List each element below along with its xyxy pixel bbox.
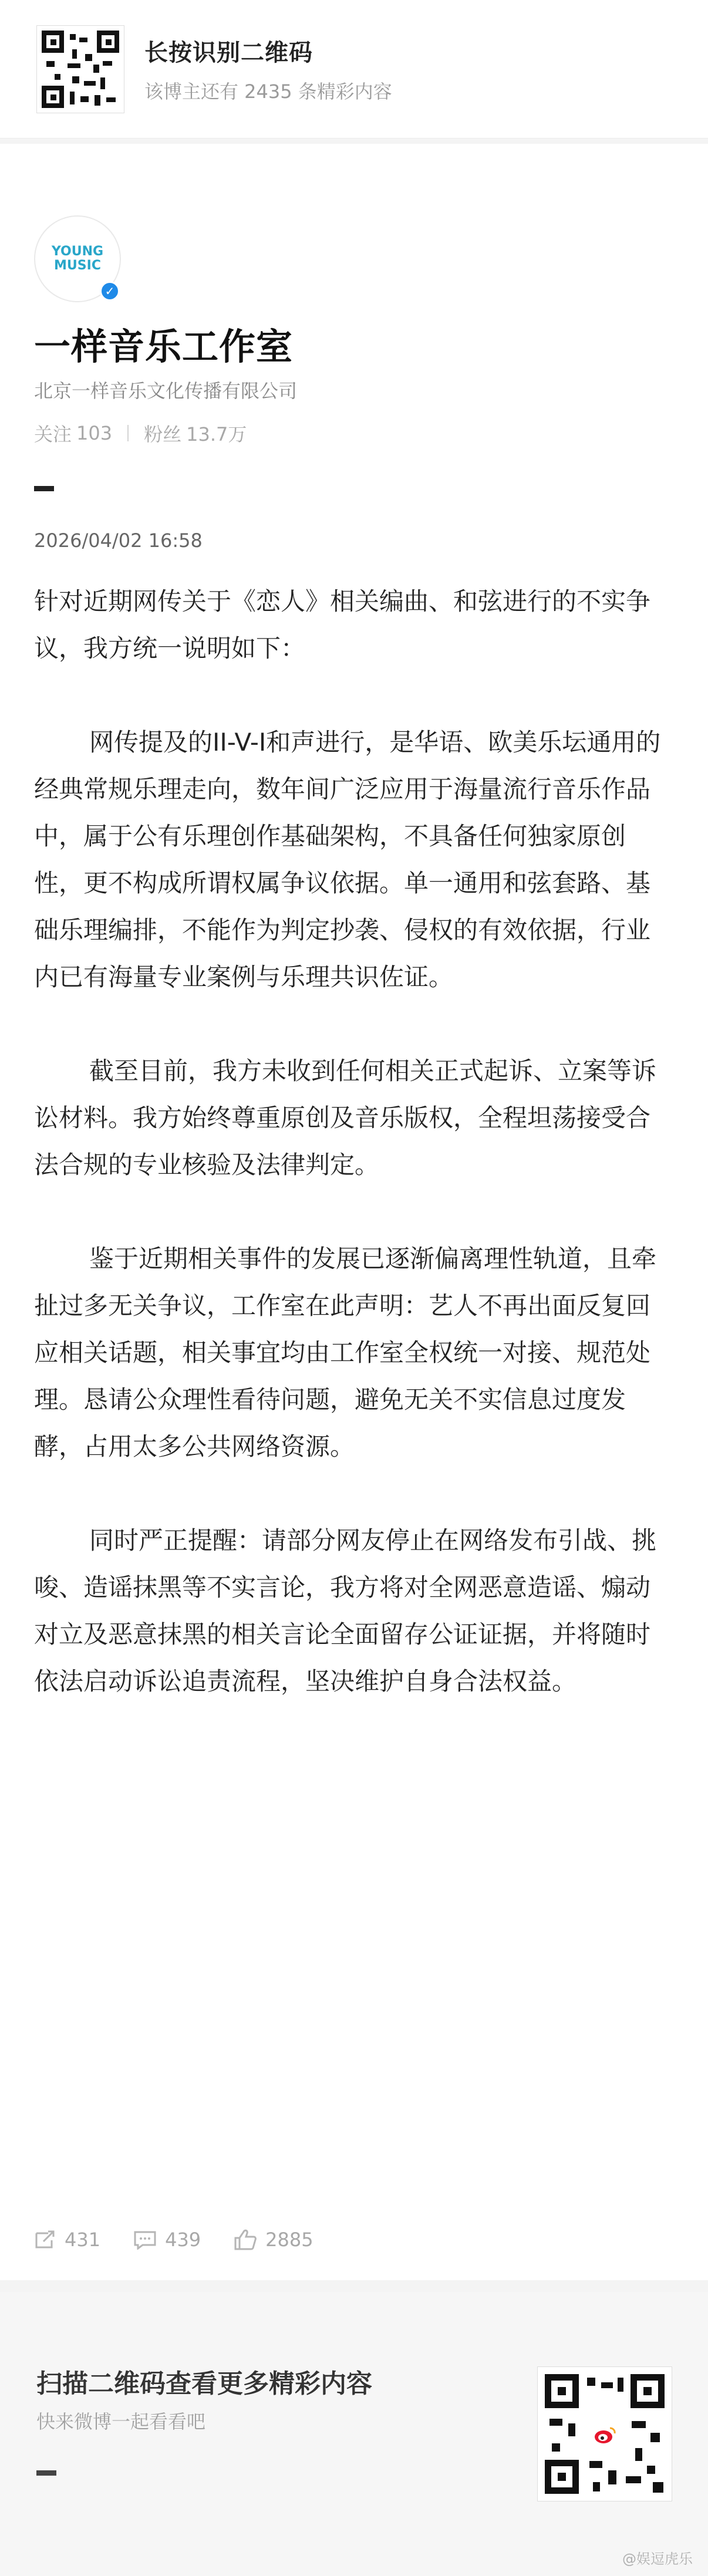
follow-label: 关注 <box>34 423 72 445</box>
like-count: 2885 <box>265 2229 313 2251</box>
account-name[interactable]: 一样音乐工作室 <box>34 325 294 368</box>
account-company: 北京一样音乐文化传播有限公司 <box>34 380 298 402</box>
qr-code-small[interactable] <box>36 25 124 113</box>
post-paragraph: 鉴于近期相关事件的发展已逐渐偏离理性轨道，且牵扯过多无关争议，工作室在此声明：艺人不再出面反复回应相关话题，相关事宜均由工作室全权统一对接、规范处理。恳请公众理性看待问题，避免无关不实信息过度发酵，占用太多公共网络资源。 <box>34 1244 657 1461</box>
footer-dash <box>36 2470 56 2476</box>
follow-count: 103 <box>76 422 113 444</box>
avatar[interactable] <box>34 215 121 302</box>
post-actions <box>34 2229 346 2251</box>
repost-count: 431 <box>65 2229 101 2251</box>
footer-watermark: @娱逗虎乐 <box>622 2551 693 2567</box>
comment-icon <box>133 2230 157 2250</box>
qr-title: 长按识别二维码 <box>144 39 313 66</box>
fans-count: 13.7万 <box>186 423 247 445</box>
post-card <box>0 144 708 2280</box>
comment-count: 439 <box>165 2229 201 2251</box>
fans-label: 粉丝 <box>144 423 182 445</box>
divider-dash <box>34 486 54 491</box>
repost-button[interactable] <box>34 2229 100 2251</box>
verified-icon: ✓ <box>100 281 120 301</box>
account-stats <box>34 420 247 447</box>
post-date: 2026/04/02 16:58 <box>34 529 203 552</box>
repost-icon <box>34 2230 56 2250</box>
weibo-logo-icon <box>591 2420 619 2449</box>
thumbs-up-icon <box>234 2229 257 2251</box>
post-paragraph: 截至目前，我方未收到任何相关正式起诉、立案等诉讼材料。我方始终尊重原创及音乐版权，全程坦荡接受合法合规的专业核验及法律判定。 <box>34 1056 657 1179</box>
like-button[interactable] <box>234 2229 313 2251</box>
qr-code-large[interactable] <box>537 2366 672 2501</box>
avatar-logo-text: YOUNG MUSIC <box>51 244 104 273</box>
qr-subtitle: 该博主还有 2435 条精彩内容 <box>144 80 392 103</box>
post-paragraph: 同时严正提醒：请部分网友停止在网络发布引战、挑唆、造谣抹黑等不实言论，我方将对全网恶意造谣、煽动对立及恶意抹黑的相关言论全面留存公证证据，并将随时依法启动诉讼追责流程，坚决维护自身合法权益。 <box>34 1526 657 1696</box>
post-paragraph: 针对近期网传关于《恋人》相关编曲、和弦进行的不实争议，我方统一说明如下： <box>34 587 651 663</box>
stats-divider <box>127 425 129 441</box>
footer-qr-section <box>0 2292 708 2576</box>
post-body <box>34 578 674 1752</box>
post-paragraph: 网传提及的II-V-I和声进行，是华语、欧美乐坛通用的经典常规乐理走向，数年间广泛应用于海量流行音乐作品中，属于公有乐理创作基础架构，不具备任何独家原创性，更不构成所谓权属争议依据。单一通用和弦套路、基础乐理编排，不能作为判定抄袭、侵权的有效依据，行业内已有海量专业案例与乐理共识佐证。 <box>34 728 661 991</box>
footer-subtitle: 快来微博一起看看吧 <box>36 2410 206 2433</box>
footer-title: 扫描二维码查看更多精彩内容 <box>36 2369 372 2399</box>
qr-header <box>0 0 708 139</box>
comment-button[interactable] <box>133 2229 201 2251</box>
